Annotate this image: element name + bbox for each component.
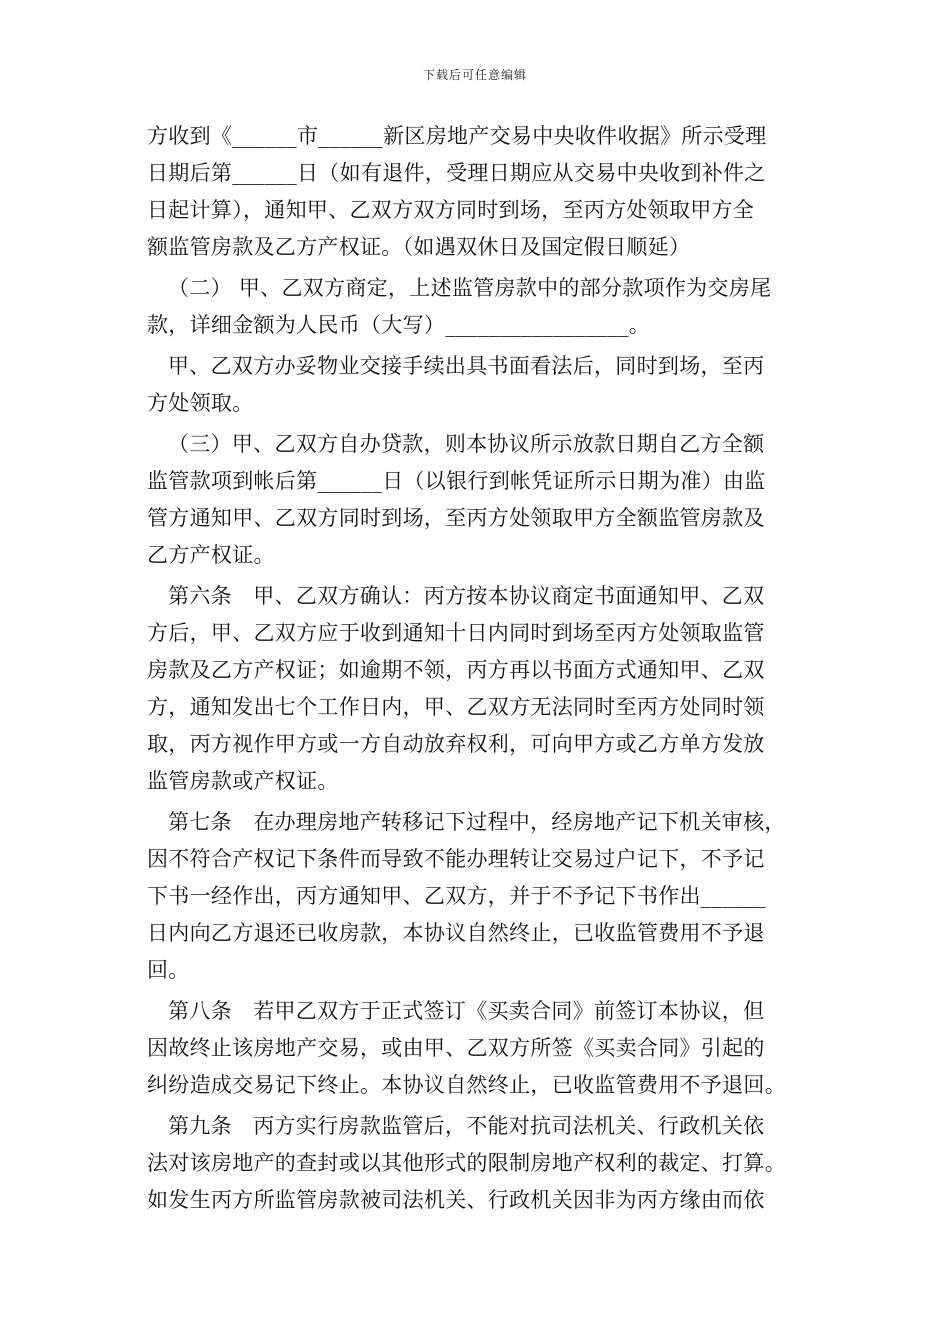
text-line: 方，通知发出七个工作日内，甲、乙双方无法同时至丙方处同时领	[147, 695, 765, 719]
document-body	[147, 118, 807, 1219]
text-line: 监管房款或产权证。	[147, 769, 339, 793]
text-line: 第九条 丙方实行房款监管后，不能对抗司法机关、行政机关依	[168, 1114, 765, 1138]
text-line: 管方通知甲、乙双方同时到场，至丙方处领取甲方全额监管房款及	[147, 506, 765, 530]
text-line: 额监管房款及乙方产权证。（如遇双休日及国定假日顺延）	[147, 235, 691, 259]
text-line: 方后，甲、乙双方应于收到通知十日内同时到场至丙方处领取监管	[147, 621, 765, 645]
paragraph-clause-2	[147, 270, 807, 344]
text-line: 第七条 在办理房地产转移记下过程中，经房地产记下机关审核，	[168, 810, 786, 834]
text-line: 日起计算），通知甲、乙双方双方同时到场，至丙方处领取甲方全	[147, 198, 755, 222]
text-line: 第八条 若甲乙双方于正式签订《买卖合同》前签订本协议，但	[168, 999, 765, 1023]
text-line: 日内向乙方退还已收房款，本协议自然终止，已收监管费用不予退	[147, 921, 765, 945]
text-line: （三）甲、乙双方自办贷款，则本协议所示放款日期自乙方全额	[168, 432, 765, 456]
text-line: 乙方产权证。	[147, 543, 275, 567]
text-line: 款，详细金额为人民币（大写）_________________。	[147, 313, 651, 337]
text-line: 因故终止该房地产交易，或由甲、乙双方所签《买卖合同》引起的	[147, 1036, 765, 1060]
paragraph-article-6	[147, 578, 807, 800]
text-line: 第六条 甲、乙双方确认：丙方按本协议商定书面通知甲、乙双	[168, 584, 765, 608]
text-line: 取，丙方视作甲方或一方自动放弃权利，可向甲方或乙方单方发放	[147, 732, 765, 756]
text-line: 下书一经作出，丙方通知甲、乙双方，并于不予记下书作出______	[147, 884, 766, 908]
text-line: 如发生丙方所监管房款被司法机关、行政机关因非为丙方缘由而依	[147, 1188, 765, 1212]
text-line: （二） 甲、乙双方商定，上述监管房款中的部分款项作为交房尾	[168, 276, 772, 300]
text-line: 监管款项到帐后第______日（以银行到帐凭证所示日期为准）由监	[147, 469, 766, 493]
text-line: 纠纷造成交易记下终止。本协议自然终止，已收监管费用不予退回。	[147, 1073, 786, 1097]
text-line: 日期后第______日（如有退件，受理日期应从交易中央收到补件之	[147, 161, 766, 185]
text-line: 方处领取。	[147, 391, 254, 415]
paragraph-receipt-notice	[147, 118, 807, 266]
page-header: 下载后可任意编辑	[422, 68, 527, 82]
paragraph-clause-3	[147, 426, 807, 574]
text-line: 因不符合产权记下条件而导致不能办理转让交易过户记下，不予记	[147, 847, 765, 871]
text-line: 回。	[147, 958, 190, 982]
text-line: 法对该房地产的查封或以其他形式的限制房地产权利的裁定、打算。	[147, 1151, 786, 1175]
paragraph-article-8	[147, 993, 807, 1104]
paragraph-handover	[147, 348, 807, 422]
paragraph-article-9	[147, 1108, 807, 1219]
text-line: 甲、乙双方办妥物业交接手续出具书面看法后，同时到场，至丙	[168, 354, 765, 378]
text-line: 方收到《______市______新区房地产交易中央收件收据》所示受理	[147, 124, 767, 148]
paragraph-article-7	[147, 804, 807, 989]
text-line: 房款及乙方产权证；如逾期不领，丙方再以书面方式通知甲、乙双	[147, 658, 765, 682]
